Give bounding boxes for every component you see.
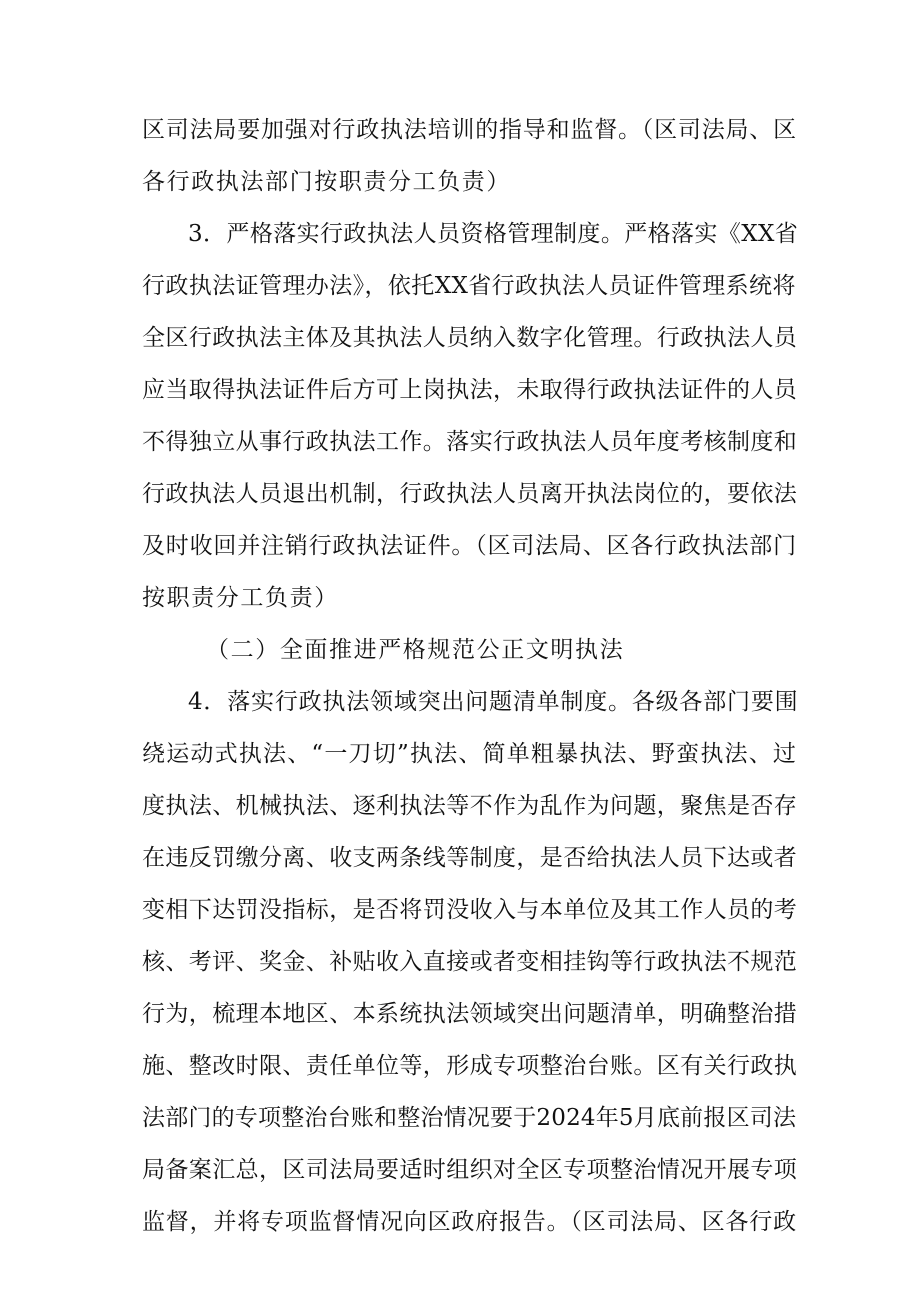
text-line: 行政执法人员退出机制，行政执法人员离开执法岗位的，要依法 xyxy=(142,481,798,507)
text-line: 应当取得执法证件后方可上岗执法，未取得行政执法证件的人员 xyxy=(142,377,798,403)
text-line: 度执法、机械执法、逐利执法等不作为乱作为问题，聚焦是否存 xyxy=(142,793,798,819)
text-line: 变相下达罚没指标，是否将罚没收入与本单位及其工作人员的考 xyxy=(142,897,798,923)
text-line: 行政执法证管理办法》，依托XX省行政执法人员证件管理系统将 xyxy=(142,273,796,299)
text-line: 绕运动式执法、“一刀切”执法、简单粗暴执法、野蛮执法、过 xyxy=(142,741,798,767)
text-line: 不得独立从事行政执法工作。落实行政执法人员年度考核制度和 xyxy=(142,429,798,455)
text-line: 4．落实行政执法领域突出问题清单制度。各级各部门要围 xyxy=(188,689,799,715)
text-line: 按职责分工负责） xyxy=(142,585,339,611)
text-line: 局备案汇总，区司法局要适时组织对全区专项整治情况开展专项 xyxy=(142,1157,798,1183)
text-line: 核、考评、奖金、补贴收入直接或者变相挂钩等行政执法不规范 xyxy=(142,949,798,975)
text-line: 各行政执法部门按职责分工负责） xyxy=(142,169,511,195)
section-heading: （二）全面推进严格规范公正文明执法 xyxy=(206,637,625,663)
text-line: 3．严格落实行政执法人员资格管理制度。严格落实《XX省 xyxy=(188,221,799,247)
text-line: 法部门的专项整治台账和整治情况要于2024年5月底前报区司法 xyxy=(142,1105,797,1131)
text-line: 监督，并将专项监督情况向区政府报告。（区司法局、区各行政 xyxy=(142,1209,797,1235)
text-line: 施、整改时限、责任单位等，形成专项整治台账。区有关行政执 xyxy=(142,1053,798,1079)
text-line: 在违反罚缴分离、收支两条线等制度，是否给执法人员下达或者 xyxy=(142,845,798,871)
text-line: 全区行政执法主体及其执法人员纳入数字化管理。行政执法人员 xyxy=(142,325,798,351)
text-line: 行为，梳理本地区、本系统执法领域突出问题清单，明确整治措 xyxy=(142,1001,798,1027)
text-line: 区司法局要加强对行政执法培训的指导和监督。（区司法局、区 xyxy=(142,117,797,143)
text-line: 及时收回并注销行政执法证件。（区司法局、区各行政执法部门 xyxy=(142,533,797,559)
